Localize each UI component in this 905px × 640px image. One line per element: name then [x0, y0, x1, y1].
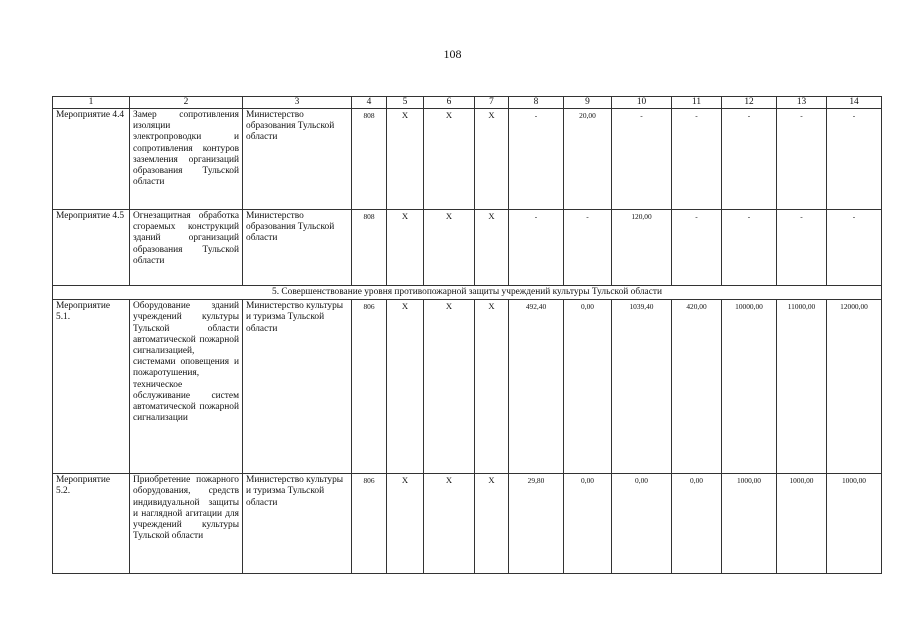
cell-value: -: [509, 109, 564, 210]
cell-value: -: [564, 210, 612, 286]
column-header: 5: [387, 97, 424, 109]
cell-value: 0,00: [564, 300, 612, 474]
cell-value: 11000,00: [777, 300, 827, 474]
cell-value: -: [777, 210, 827, 286]
cell-value: 492,40: [509, 300, 564, 474]
measure-executor: Министерство образования Тульской области: [243, 109, 352, 210]
cell-value: 1039,40: [612, 300, 672, 474]
cell-value: -: [722, 109, 777, 210]
measure-executor: Министерство образования Тульской области: [243, 210, 352, 286]
cell-value: X: [424, 210, 475, 286]
section-title: 5. Совершенствование уровня противопожарной защиты учреждений культуры Тульской области: [53, 286, 882, 300]
cell-value: X: [387, 300, 424, 474]
cell-value: X: [475, 474, 509, 574]
cell-value: 808: [352, 109, 387, 210]
cell-value: 806: [352, 474, 387, 574]
measure-description: Огнезащитная обработка сгораемых конструкций зданий организаций образования Тульской области: [130, 210, 243, 286]
column-header: 10: [612, 97, 672, 109]
cell-value: X: [387, 109, 424, 210]
cell-value: 0,00: [564, 474, 612, 574]
column-header: 4: [352, 97, 387, 109]
header-row: [53, 97, 882, 109]
measure-description: Оборудование зданий учреждений культуры Тульской области автоматической пожарной сигнализацией, системами оповещения и пожаротушения, техническое обслуживание систем автоматической пожарной сигнализации: [130, 300, 243, 474]
cell-value: 0,00: [612, 474, 672, 574]
cell-value: -: [672, 109, 722, 210]
column-header: 3: [243, 97, 352, 109]
table-row: [53, 109, 882, 210]
cell-value: -: [827, 109, 882, 210]
section-row: [53, 286, 882, 300]
cell-value: -: [612, 109, 672, 210]
cell-value: 420,00: [672, 300, 722, 474]
column-header: 6: [424, 97, 475, 109]
cell-value: 10000,00: [722, 300, 777, 474]
page-number: 108: [443, 47, 462, 61]
cell-value: -: [672, 210, 722, 286]
cell-value: -: [722, 210, 777, 286]
cell-value: 1000,00: [827, 474, 882, 574]
measure-description: Приобретение пожарного оборудования, средств индивидуальной защиты и наглядной агитации для учреждений культуры Тульской области: [130, 474, 243, 574]
cell-value: 806: [352, 300, 387, 474]
cell-value: X: [424, 109, 475, 210]
cell-value: -: [827, 210, 882, 286]
table-row: [53, 300, 882, 474]
cell-value: 0,00: [672, 474, 722, 574]
cell-value: X: [424, 300, 475, 474]
cell-value: 29,80: [509, 474, 564, 574]
cell-value: X: [475, 210, 509, 286]
column-header: 11: [672, 97, 722, 109]
cell-value: -: [777, 109, 827, 210]
table-row: [53, 210, 882, 286]
column-header: 13: [777, 97, 827, 109]
column-header: 12: [722, 97, 777, 109]
cell-value: X: [424, 474, 475, 574]
cell-value: X: [475, 109, 509, 210]
column-header: 2: [130, 97, 243, 109]
cell-value: 20,00: [564, 109, 612, 210]
cell-value: 120,00: [612, 210, 672, 286]
measure-label: Мероприятие 5.2.: [53, 474, 130, 574]
measure-label: Мероприятие 5.1.: [53, 300, 130, 474]
column-header: 1: [53, 97, 130, 109]
measure-label: Мероприятие 4.4: [53, 109, 130, 210]
measure-executor: Министерство культуры и туризма Тульской области: [243, 474, 352, 574]
cell-value: 1000,00: [777, 474, 827, 574]
column-header: 8: [509, 97, 564, 109]
column-header: 14: [827, 97, 882, 109]
column-header: 7: [475, 97, 509, 109]
table-header: [53, 97, 882, 109]
cell-value: 808: [352, 210, 387, 286]
cell-value: 1000,00: [722, 474, 777, 574]
cell-value: X: [387, 474, 424, 574]
table-row: [53, 474, 882, 574]
cell-value: X: [475, 300, 509, 474]
cell-value: -: [509, 210, 564, 286]
budget-table: [52, 96, 882, 574]
cell-value: 12000,00: [827, 300, 882, 474]
column-header: 9: [564, 97, 612, 109]
measure-description: Замер сопротивления изоляции электропроводки и сопротивления контуров заземления организаций образования Тульской области: [130, 109, 243, 210]
cell-value: X: [387, 210, 424, 286]
measure-executor: Министерство культуры и туризма Тульской области: [243, 300, 352, 474]
measure-label: Мероприятие 4.5: [53, 210, 130, 286]
